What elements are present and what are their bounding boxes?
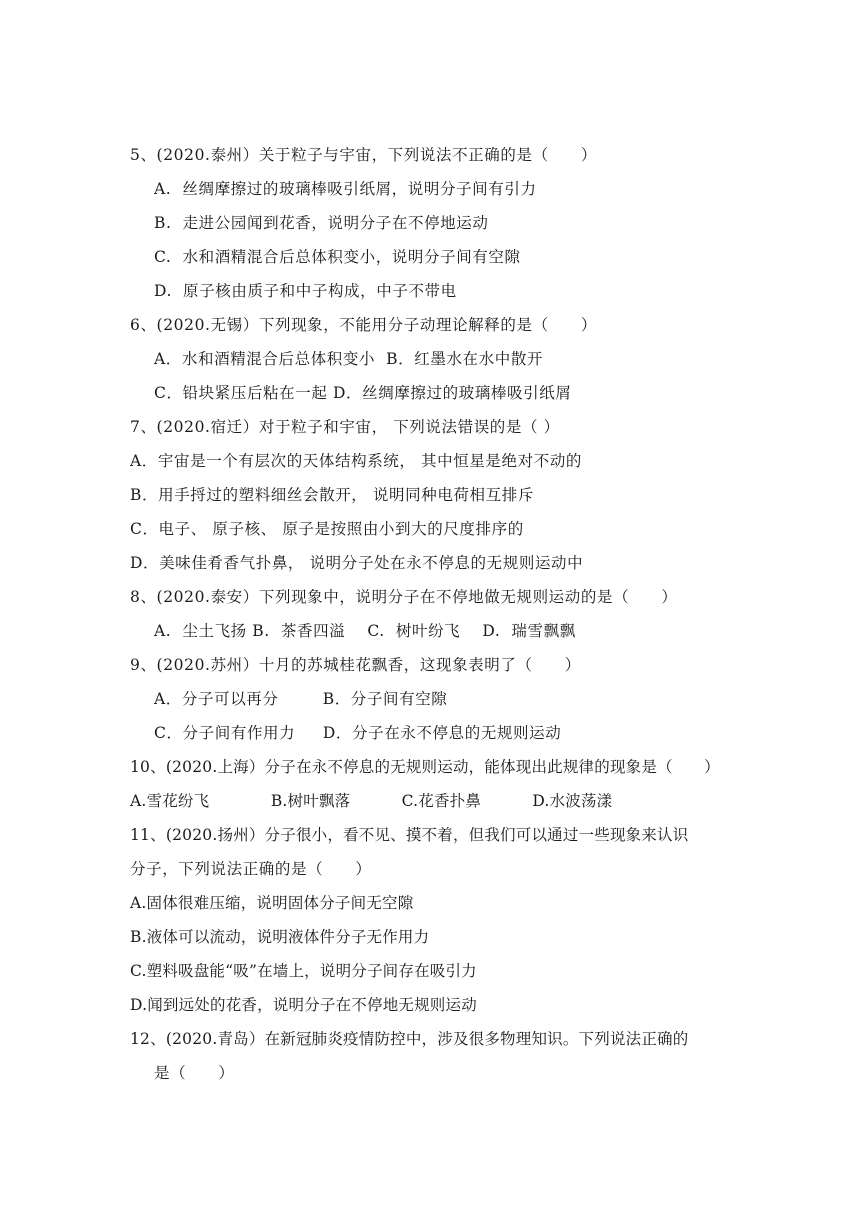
q6-stem: 6、(2020.无锡）下列现象，不能用分子动理论解释的是（ ） [130, 316, 597, 334]
q8-options: A. 尘土飞扬 B. 茶香四溢 C. 树叶纷飞 D. 瑞雪飘飘 [154, 622, 576, 640]
q8-stem: 8、(2020.泰安）下列现象中，说明分子在不停地做无规则运动的是（ ） [130, 588, 678, 606]
q5-option-a: A. 丝绸摩擦过的玻璃棒吸引纸屑，说明分子间有引力 [154, 180, 537, 198]
q9-options-cd: C．分子间有作用力 D．分子在永不停息的无规则运动 [154, 724, 562, 742]
q7-option-a: A．宇宙是一个有层次的天体结构系统， 其中恒星是绝对不动的 [130, 452, 583, 470]
q11-option-b: B.液体可以流动，说明液体件分子无作用力 [130, 928, 430, 946]
q7-option-b: B．用手捋过的塑料细丝会散开， 说明同种电荷相互排斥 [130, 486, 534, 504]
q7-option-c: C．电子、 原子核、 原子是按照由小到大的尺度排序的 [130, 520, 524, 538]
q10-stem: 10、(2020.上海）分子在永不停息的无规则运动，能体现出此规律的现象是（ ） [130, 758, 720, 776]
q6-options-ab: A．水和酒精混合后总体积变小 B．红墨水在水中散开 [154, 350, 544, 368]
q11-stem-line2: 分子，下列说法正确的是（ ） [130, 860, 372, 878]
q7-option-d: D．美味佳肴香气扑鼻， 说明分子处在永不停息的无规则运动中 [130, 554, 584, 572]
q12-stem-line2: 是（ ） [154, 1064, 235, 1082]
q11-option-d: D.闻到远处的花香，说明分子在不停地无规则运动 [130, 996, 477, 1014]
q10-options: A.雪花纷飞 B.树叶飘落 C.花香扑鼻 D.水波荡漾 [130, 792, 613, 810]
q7-stem: 7、(2020.宿迁）对于粒子和宇宙， 下列说法错误的是（ ） [130, 418, 560, 436]
q5-option-d: D. 原子核由质子和中子构成，中子不带电 [154, 282, 457, 300]
q11-stem-line1: 11、(2020.扬州）分子很小，看不见、摸不着，但我们可以通过一些现象来认识 [130, 826, 689, 844]
q5-stem: 5、(2020.泰州）关于粒子与宇宙，下列说法不正确的是（ ） [130, 146, 597, 164]
q12-stem-line1: 12、(2020.青岛）在新冠肺炎疫情防控中，涉及很多物理知识。下列说法正确的 [130, 1030, 689, 1048]
q6-options-cd: C．铅块紧压后粘在一起 D．丝绸摩擦过的玻璃棒吸引纸屑 [154, 384, 572, 402]
q11-option-c: C.塑料吸盘能“吸”在墙上，说明分子间存在吸引力 [130, 962, 477, 980]
q5-option-b: B. 走进公园闻到花香，说明分子在不停地运动 [154, 214, 489, 232]
q9-options-ab: A．分子可以再分 B．分子间有空隙 [154, 690, 448, 708]
q9-stem: 9、(2020.苏州）十月的苏城桂花飘香，这现象表明了（ ） [130, 656, 581, 674]
q5-option-c: C. 水和酒精混合后总体积变小，说明分子间有空隙 [154, 248, 521, 266]
q11-option-a: A.固体很难压缩，说明固体分子间无空隙 [130, 894, 414, 912]
